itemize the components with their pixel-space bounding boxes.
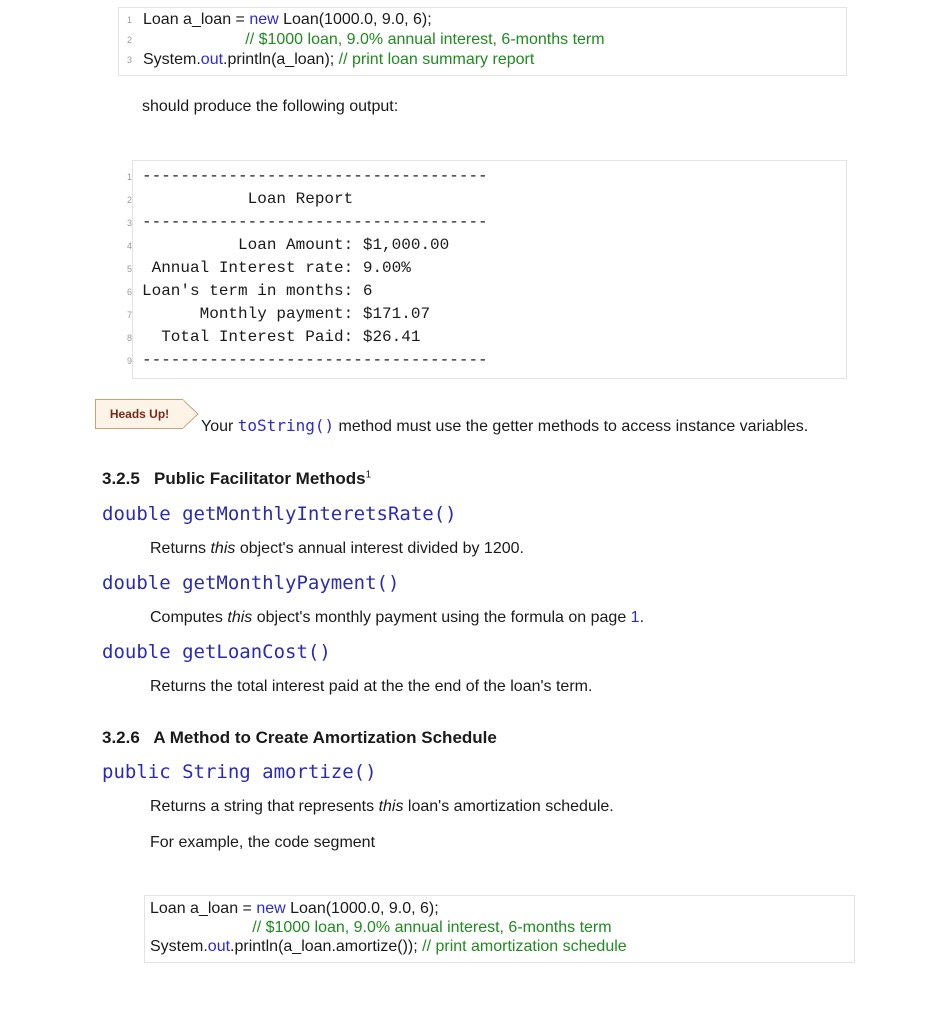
desc-emphasis: this [378,798,404,815]
code-token: .println(a_loan); [223,51,339,68]
report-line: Loan Report [142,190,354,208]
method-signature-monthly-payment: double getMonthlyPayment() [102,572,400,594]
line-number: 7 [126,310,132,320]
desc-text: Returns a string that represents [150,798,379,815]
code-line [118,30,845,50]
code-token: new [256,900,286,917]
method-signature-amortize: public String amortize() [102,761,377,783]
heads-up-text-start: Your [201,418,238,435]
code-token: out [207,938,231,955]
footnote-marker: 1 [365,469,372,481]
code-bottom-lines [150,899,850,959]
code-token: // $1000 loan, 9.0% annual interest, 6-months term [143,31,605,48]
method-signature-loan-cost: double getLoanCost() [102,641,331,663]
method-desc-loan-cost: Returns the total interest paid at the the end of the loan's term. [150,678,593,695]
section-title: A Method to Create Amortization Schedule [153,728,497,747]
heads-up-text [201,416,808,436]
code-token: System. [150,938,208,955]
heads-up-code: toString() [237,416,335,435]
report-line: Annual Interest rate: 9.00% [142,259,411,277]
desc-emphasis: this [227,609,253,626]
report-line: ------------------------------------ [142,167,488,185]
desc-text: Computes [150,609,228,626]
code-top-lines [118,10,845,72]
desc-text: . [639,609,645,626]
code-token: Loan(1000.0, 9.0, 6); [285,900,439,917]
report-lines [118,165,845,375]
section-3-2-5-heading [102,469,371,489]
code-text [143,50,534,70]
desc-text: object's monthly payment using the formula on page [252,609,631,626]
report-line: ------------------------------------ [142,213,488,231]
code-token: out [200,51,224,68]
code-token: // print loan summary report [338,51,535,68]
method-signature-monthly-rate: double getMonthlyInteretsRate() [102,503,457,525]
intro-text: should produce the following output: [142,98,399,115]
line-number: 1 [126,172,132,182]
line-number: 8 [126,333,132,343]
code-line [150,937,850,957]
section-number: 3.2.5 [102,469,140,488]
code-token: Loan a_loan = [150,900,257,917]
code-token: Loan(1000.0, 9.0, 6); [278,11,432,28]
line-number: 6 [126,287,132,297]
line-number: 1 [126,15,132,25]
code-token: new [249,11,279,28]
code-token: // print amortization schedule [422,938,627,955]
section-number: 3.2.6 [102,728,140,747]
report-line: Monthly payment: $171.07 [142,305,431,323]
report-line: ------------------------------------ [142,351,488,369]
desc-emphasis: this [210,540,236,557]
code-token: .println(a_loan.amortize()); [230,938,423,955]
desc-text: object's annual interest divided by 1200. [235,540,524,557]
code-text [143,30,605,50]
code-line [150,918,850,938]
heads-up-text-end: method must use the getter methods to access instance variables. [334,418,809,435]
heads-up-arrow-icon [182,399,200,429]
page-reference-link[interactable]: 1 [630,609,640,626]
code-token: // $1000 loan, 9.0% annual interest, 6-months term [150,919,612,936]
report-line: Loan's term in months: 6 [142,282,373,300]
line-number: 2 [126,35,132,45]
line-number: 2 [126,195,132,205]
code-line [150,899,850,919]
section-title: Public Facilitator Methods [153,469,366,488]
line-number: 5 [126,264,132,274]
method-desc-amortize [150,798,614,816]
line-number: 3 [126,55,132,65]
line-number: 3 [126,218,132,228]
line-number: 4 [126,241,132,251]
desc-text: Returns [150,540,211,557]
report-line: Total Interest Paid: $26.41 [142,328,421,346]
section-3-2-6-heading [102,728,497,748]
code-token: Loan a_loan = [143,11,250,28]
code-token: System. [143,51,201,68]
code-line [118,10,845,30]
method-desc-monthly-payment [150,609,644,627]
line-number: 9 [126,356,132,366]
code-text [143,10,432,30]
desc-text: loan's amortization schedule. [403,798,614,815]
heads-up-label: Heads Up! [95,399,183,429]
example-intro-text: For example, the code segment [150,834,376,851]
method-desc-monthly-rate [150,540,524,558]
code-line [118,50,845,70]
report-line: Loan Amount: $1,000.00 [142,236,450,254]
